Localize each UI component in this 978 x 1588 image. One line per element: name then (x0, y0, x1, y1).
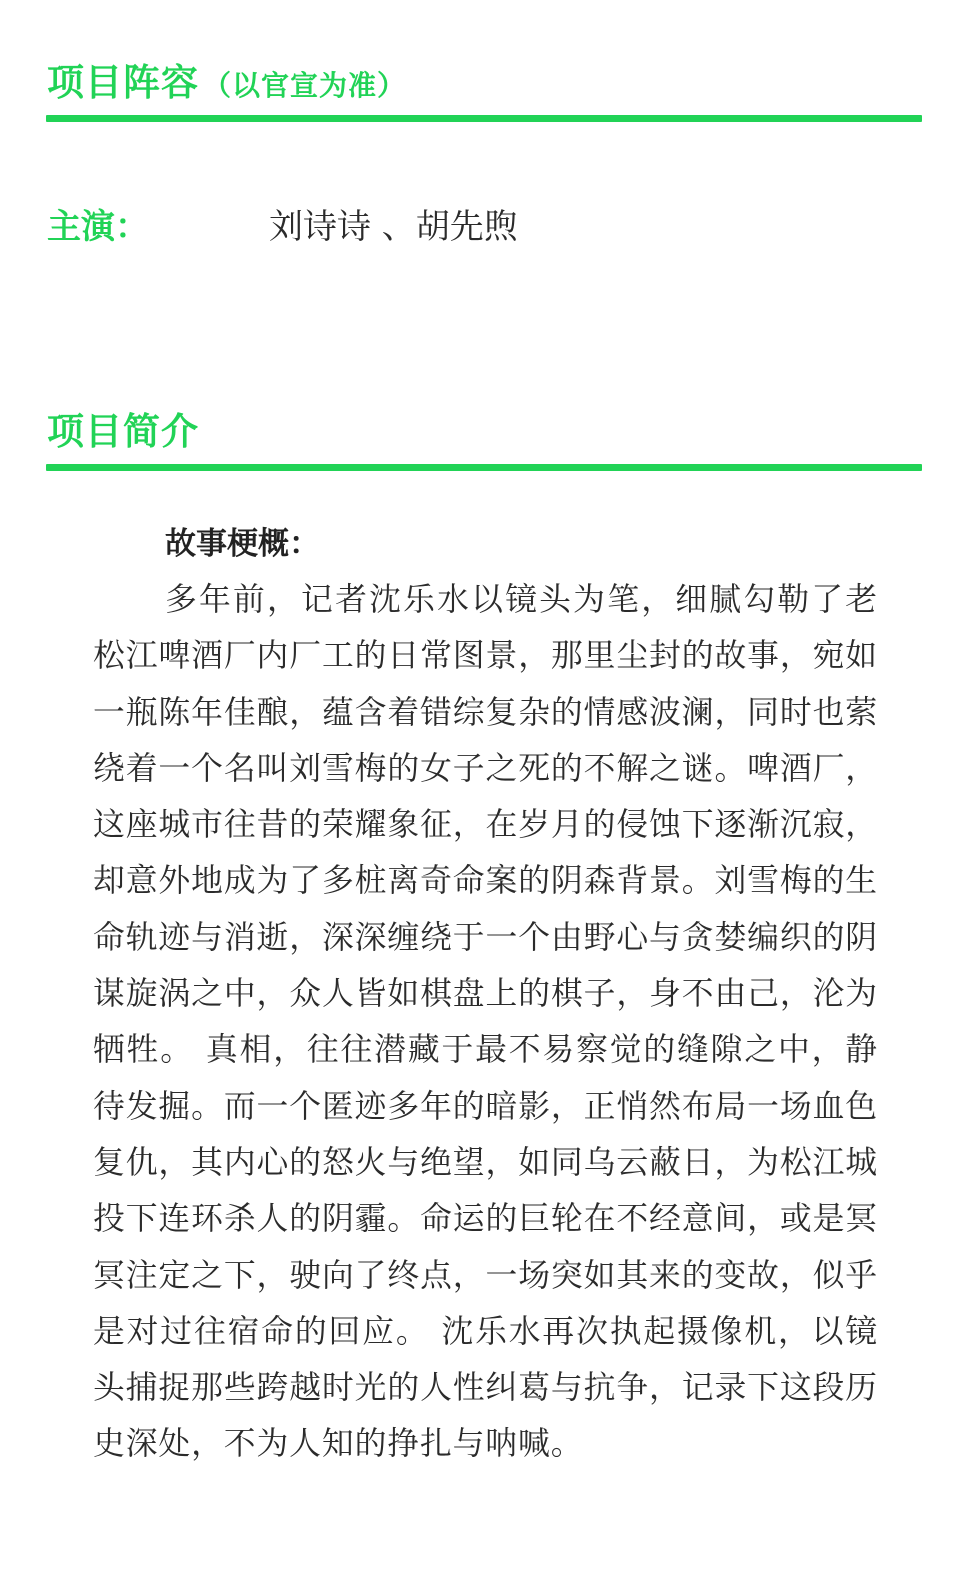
cast-row (47, 205, 907, 249)
synopsis-title: 项目简介 (47, 410, 199, 453)
story-heading: 故事梗概： (165, 526, 320, 562)
cast-names: 刘诗诗 、胡先煦 (269, 207, 518, 247)
section-divider-lineup (46, 115, 922, 122)
section-divider-synopsis (46, 464, 922, 471)
lineup-note: （以官宣为准） (203, 69, 407, 102)
cast-label: 主演： (47, 207, 149, 247)
story-body: 多年前，记者沈乐水以镜头为笔，细腻勾勒了老松江啤酒厂内厂工的日常图景，那里尘封的故事，宛如一瓶陈年佳酿，蕴含着错综复杂的情感波澜，同时也萦绕着一个名叫刘雪梅的女子之死的不解之谜。啤酒厂，这座城市往昔的荣耀象征，在岁月的侵蚀下逐渐沉寂，却意外地成为了多桩离奇命案的阴森背景。刘雪梅的生命轨迹与消逝，深深缠绕于一个由野心与贪婪编织的阴谋旋涡之中，众人皆如棋盘上的棋子，身不由己，沦为牺牲。 真相，往往潜藏于最不易察觉的缝隙之中，静待发掘。而一个匿迹多年的暗影，正悄然布局一场血色复仇，其内心的怒火与绝望，如同乌云蔽日，为松江城投下连环杀人的阴霾。命运的巨轮在不经意间，或是冥冥注定之下，驶向了终点，一场突如其来的变故，似乎是对过往宿命的回应。 沈乐水再次执起摄像机，以镜头捕捉那些跨越时光的人性纠葛与抗争，记录下这段历史深处，不为人知的挣扎与呐喊。 (93, 581, 878, 1463)
lineup-title: 项目阵容 (47, 61, 199, 104)
section-title-lineup (47, 61, 407, 104)
section-title-synopsis (47, 410, 199, 453)
